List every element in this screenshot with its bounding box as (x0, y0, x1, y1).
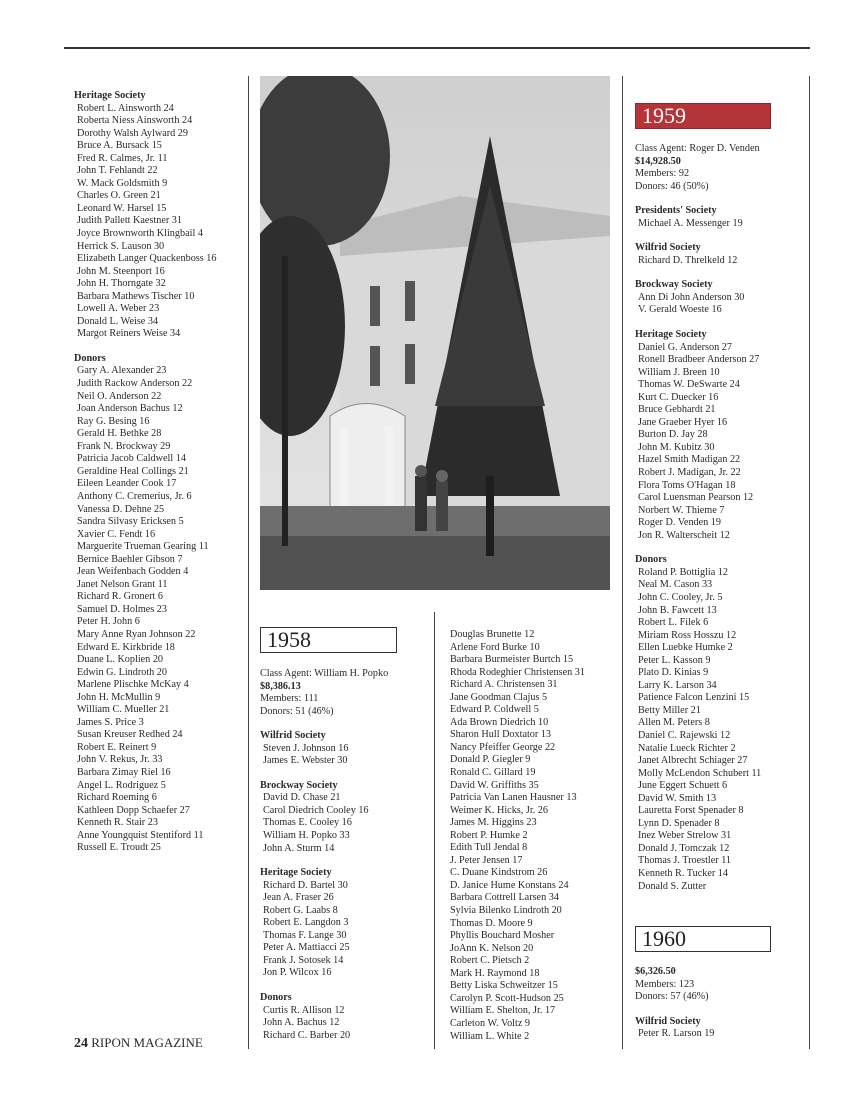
donor-name: Thomas E. Cooley 16 (263, 817, 352, 829)
class-agent: Class Agent: William H. Popko (260, 668, 389, 679)
donor-name: Susan Kreuser Redhed 24 (77, 729, 183, 741)
donor-name: Sharon Hull Doxtator 13 (450, 729, 552, 741)
donor-name: Larry K. Larson 34 (638, 679, 717, 691)
donor-name: J. Peter Jensen 17 (450, 854, 523, 866)
class-total: $6,326.50 (635, 966, 676, 977)
donor-name: John H. McMullin 9 (77, 691, 161, 703)
donor-name: Jean A. Fraser 26 (263, 892, 334, 904)
column-divider-4 (809, 76, 810, 1049)
donor-name: James M. Higgins 23 (450, 817, 537, 829)
donor-name: Gerald H. Bethke 28 (77, 428, 162, 440)
donor-name: Janet Albrecht Schiager 27 (638, 755, 748, 767)
donor-name: Thomas D. Moore 9 (450, 917, 533, 929)
donor-name: Jon R. Walterscheit 12 (638, 529, 730, 541)
donor-name: William L. White 2 (450, 1030, 530, 1042)
column-1959 (635, 143, 761, 893)
donor-name: Fred R. Calmes, Jr. 11 (77, 152, 168, 164)
donor-name: Anne Youngquist Stentiford 11 (77, 829, 204, 841)
donor-name: Robert E. Langdon 3 (263, 917, 349, 929)
donor-name: Marguerite Trueman Gearing 11 (77, 541, 209, 553)
donor-name: Burton D. Jay 28 (638, 429, 708, 441)
donors-count: Donors: 46 (50%) (635, 180, 709, 192)
donor-name: V. Gerald Woeste 16 (638, 304, 722, 316)
column-divider-1 (248, 76, 249, 1049)
donor-name: Charles O. Green 21 (77, 190, 161, 202)
donor-name: John C. Cooley, Jr. 5 (638, 591, 723, 603)
donor-name: Betty Liska Schweitzer 15 (450, 980, 558, 992)
section-heading: Presidents' Society (635, 205, 717, 217)
donor-name: Patricia Van Lanen Hausner 13 (450, 792, 577, 804)
section-heading: Donors (74, 352, 106, 364)
donor-name: W. Mack Goldsmith 9 (77, 177, 168, 189)
magazine-name: RIPON MAGAZINE (91, 1035, 203, 1050)
section-heading: Donors (260, 992, 292, 1004)
donor-name: Ronald C. Gillard 19 (450, 767, 536, 779)
donor-name: Sylvia Bilenko Lindroth 20 (450, 905, 562, 917)
donor-name: Natalie Lueck Richter 2 (638, 742, 736, 754)
donor-name: Bruce Gebhardt 21 (638, 404, 716, 416)
column-1960 (635, 966, 714, 1041)
donor-name: Mary Anne Ryan Johnson 22 (77, 628, 196, 640)
donor-name: Jon P. Wilcox 16 (263, 967, 332, 979)
donor-name: William H. Popko 33 (263, 830, 350, 842)
donor-name: Margot Reiners Weise 34 (77, 328, 181, 340)
donor-name: Gary A. Alexander 23 (77, 365, 167, 377)
donor-name: Lynn D. Spenader 8 (638, 817, 720, 829)
section-heading: Wilfrid Society (260, 730, 326, 742)
donor-name: Flora Toms O'Hagan 18 (638, 479, 736, 491)
donor-name: James E. Webster 30 (263, 755, 348, 767)
donor-name: Patricia Jacob Caldwell 14 (77, 453, 186, 465)
donor-name: Douglas Brunette 12 (450, 629, 535, 640)
section-heading: Donors (635, 554, 667, 566)
donor-name: Peter A. Mattiacci 25 (263, 942, 350, 954)
donor-name: Robert L. Ainsworth 24 (77, 102, 174, 114)
donor-name: Robert G. Laabs 8 (263, 904, 338, 916)
donor-name: Ellen Luebke Humke 2 (638, 642, 733, 654)
donor-name: Joan Anderson Bachus 12 (77, 403, 183, 415)
donor-name: Herrick S. Lauson 30 (77, 240, 165, 252)
donor-name: William E. Shelton, Jr. 17 (450, 1005, 556, 1017)
donor-name: Richard Roeming 6 (77, 792, 157, 804)
class-agent: Class Agent: Roger D. Venden (635, 143, 760, 154)
donor-name: Richard D. Threlkeld 12 (638, 254, 738, 266)
donor-name: Kenneth R. Tucker 14 (638, 867, 728, 879)
donor-name: Edward P. Coldwell 5 (450, 704, 539, 716)
donor-name: Jane Graeber Hyer 16 (638, 416, 728, 428)
donor-name: Judith Pallett Kaestner 31 (77, 215, 182, 227)
donor-name: Roland P. Bottiglia 12 (638, 566, 728, 578)
donor-name: Lauretta Forst Spenader 8 (638, 805, 744, 817)
donor-name: C. Duane Kindstrom 26 (450, 867, 548, 879)
donor-name: Lowell A. Weber 23 (77, 303, 160, 315)
donor-name: Weimer K. Hicks, Jr. 26 (450, 804, 548, 816)
section-heading: Brockway Society (635, 279, 713, 291)
donor-name: Marlene Plischke McKay 4 (77, 679, 189, 691)
donor-name: William C. Mueller 21 (77, 704, 170, 716)
donor-name: David W. Smith 13 (638, 792, 717, 804)
donor-name: Barbara Cottrell Larsen 34 (450, 892, 559, 904)
donor-name: Jane Goodman Clajus 5 (450, 691, 548, 703)
donor-name: Vanessa D. Dehne 25 (77, 503, 165, 515)
donor-name: Dorothy Walsh Aylward 29 (77, 127, 188, 139)
donor-name: Nancy Pfeiffer George 22 (450, 741, 556, 753)
donor-name: Elizabeth Langer Quackenboss 16 (77, 253, 217, 265)
donor-name: Robert C. Pietsch 2 (450, 955, 530, 967)
donor-name: Barbara Mathews Tischer 10 (77, 290, 195, 302)
year-1959-heading: 1959 (635, 103, 771, 129)
column-1959-continued (74, 90, 216, 855)
donor-name: Bruce A. Bursack 15 (77, 140, 162, 152)
page-footer (74, 1035, 203, 1052)
section-heading: Wilfrid Society (635, 1015, 701, 1027)
column-divider-2 (434, 612, 435, 1049)
donor-name: Robert E. Reinert 9 (77, 741, 157, 753)
section-heading: Heritage Society (635, 329, 707, 341)
donor-name: Judith Rackow Anderson 22 (77, 378, 193, 390)
column-1958-continued (450, 629, 585, 1043)
donor-name: Richard R. Gronert 6 (77, 591, 164, 603)
donor-name: Roberta Niess Ainsworth 24 (77, 115, 193, 127)
donor-name: Peter H. John 6 (77, 616, 140, 628)
donor-name: Neil O. Anderson 22 (77, 390, 162, 402)
column-1958 (260, 668, 388, 1042)
year-1958-heading: 1958 (260, 627, 397, 653)
donor-name: Donald L. Weise 34 (77, 315, 159, 327)
donor-name: Molly McLendon Schubert 11 (638, 767, 762, 779)
donor-name: Michael A. Messenger 19 (638, 217, 743, 229)
donor-name: Steven J. Johnson 16 (263, 742, 349, 754)
donor-name: Carol Luensman Pearson 12 (638, 492, 754, 504)
donor-name: John A. Sturm 14 (263, 842, 335, 854)
donor-name: Rhoda Rodeghier Christensen 31 (450, 666, 585, 678)
donor-name: Phyllis Bouchard Mosher (450, 930, 555, 942)
donor-name: Edward E. Kirkbride 18 (77, 641, 175, 653)
section-heading: Brockway Society (260, 779, 338, 791)
members-count: Members: 123 (635, 978, 695, 990)
donor-name: Inez Weber Strelow 31 (638, 830, 732, 842)
donor-name: Donald P. Giegler 9 (450, 754, 531, 766)
donor-name: Plato D. Kinias 9 (638, 667, 709, 679)
donor-name: Allen M. Peters 8 (638, 717, 710, 729)
donor-name: John A. Bachus 12 (263, 1017, 340, 1029)
column-divider-3 (622, 76, 623, 1049)
class-total: $14,928.50 (635, 155, 681, 167)
donor-name: Robert L. Filek 6 (638, 617, 709, 629)
section-heading: Heritage Society (74, 90, 146, 101)
page-number: 24 (74, 1036, 88, 1051)
donor-name: Anthony C. Cremerius, Jr. 6 (77, 490, 192, 502)
donor-name: Roger D. Venden 19 (638, 517, 721, 529)
donor-name: Richard D. Bartel 30 (263, 879, 348, 891)
donor-name: D. Janice Hume Konstans 24 (450, 879, 569, 891)
donor-name: Neal M. Cason 33 (638, 579, 713, 591)
donor-name: JoAnn K. Nelson 20 (450, 942, 534, 954)
donor-name: John H. Thorngate 32 (77, 278, 166, 290)
donor-name: Geraldine Heal Collings 21 (77, 465, 189, 477)
donor-name: Kathleen Dopp Schaefer 27 (77, 804, 190, 816)
donor-name: Norbert W. Thieme 7 (638, 504, 725, 516)
donor-name: Kurt C. Duecker 16 (638, 391, 719, 403)
donor-name: Janet Nelson Grant 11 (77, 578, 168, 590)
members-count: Members: 111 (260, 693, 319, 705)
donor-name: William J. Breen 10 (638, 366, 720, 378)
donor-name: Donald J. Tomczak 12 (638, 842, 730, 854)
donor-name: John M. Steenport 16 (77, 265, 165, 277)
donor-name: Joyce Brownworth Klingbail 4 (77, 228, 203, 240)
donor-name: Patience Falcon Lenzini 15 (638, 692, 750, 704)
donor-name: Angel L. Rodriguez 5 (77, 779, 166, 791)
donor-name: Eileen Leander Cook 17 (77, 478, 177, 490)
donor-name: Edith Tull Jendal 8 (450, 842, 528, 854)
donor-name: Peter L. Kasson 9 (638, 654, 711, 666)
donor-name: John B. Fawcett 13 (638, 604, 717, 616)
donor-name: Curtis R. Allison 12 (263, 1004, 345, 1016)
donor-name: Miriam Ross Hosszu 12 (638, 629, 737, 641)
donor-name: Hazel Smith Madigan 22 (638, 454, 741, 466)
donor-name: Samuel D. Holmes 23 (77, 603, 167, 615)
donors-count: Donors: 51 (46%) (260, 705, 334, 717)
donor-name: Richard C. Barber 20 (263, 1029, 351, 1041)
donor-name: Russell E. Troudt 25 (77, 842, 161, 854)
donor-name: Robert P. Humke 2 (450, 829, 528, 841)
donor-name: Peter R. Larson 19 (638, 1028, 715, 1040)
donor-name: Barbara Zimay Riel 16 (77, 766, 171, 778)
donor-name: Xavier C. Fendt 16 (77, 528, 156, 540)
donor-name: John M. Kubitz 30 (638, 441, 715, 453)
donor-name: Leonard W. Harsel 15 (77, 202, 167, 214)
top-rule (64, 47, 810, 49)
donor-name: Ronell Bradbeer Anderson 27 (638, 354, 760, 366)
donor-name: Frank N. Brockway 29 (77, 440, 171, 452)
donor-name: Ann Di John Anderson 30 (638, 291, 745, 303)
year-1960-heading: 1960 (635, 926, 771, 952)
donor-name: Ada Brown Diedrich 10 (450, 716, 549, 728)
donor-name: Carleton W. Voltz 9 (450, 1017, 530, 1029)
donor-name: Betty Miller 21 (638, 704, 701, 716)
donor-name: Richard A. Christensen 31 (450, 679, 558, 691)
class-total: $8,386.13 (260, 680, 301, 692)
donor-name: Bernice Baehler Gibson 7 (77, 553, 183, 565)
donor-name: Sandra Silvasy Ericksen 5 (77, 516, 184, 528)
donor-name: Thomas F. Lange 30 (263, 929, 347, 941)
donor-name: David W. Griffiths 35 (450, 779, 539, 791)
donors-count: Donors: 57 (46%) (635, 991, 709, 1003)
donor-name: Kenneth R. Stair 23 (77, 817, 158, 829)
donor-name: Duane L. Koplien 20 (77, 654, 164, 666)
donor-name: Ray G. Besing 16 (77, 415, 150, 427)
donor-name: Frank J. Sotosek 14 (263, 954, 344, 966)
donor-name: James S. Price 3 (77, 716, 144, 728)
donor-name: Mark H. Raymond 18 (450, 967, 540, 979)
donor-name: John T. Fehlandt 22 (77, 165, 158, 177)
donor-name: Thomas J. Troestler 11 (638, 855, 732, 867)
donor-name: Arlene Ford Burke 10 (450, 641, 540, 653)
donor-name: Carol Diedrich Cooley 16 (263, 804, 369, 816)
donor-name: Jean Weifenbach Godden 4 (77, 566, 189, 578)
donor-name: Carolyn P. Scott-Hudson 25 (450, 992, 564, 1004)
donor-name: Barbara Burmeister Burtch 15 (450, 654, 574, 666)
donor-name: John V. Rekus, Jr. 33 (77, 754, 163, 766)
section-heading: Wilfrid Society (635, 242, 701, 254)
members-count: Members: 92 (635, 168, 690, 180)
donor-name: Daniel C. Rajewski 12 (638, 729, 731, 741)
donor-name: June Eggert Schuett 6 (638, 780, 728, 792)
donor-name: Thomas W. DeSwarte 24 (638, 379, 740, 391)
section-heading: Heritage Society (260, 867, 332, 879)
donor-name: Daniel G. Anderson 27 (638, 341, 732, 353)
campus-photo (260, 76, 610, 590)
donor-name: Donald S. Zutter (638, 880, 707, 892)
donor-name: David D. Chase 21 (263, 792, 341, 804)
donor-name: Edwin G. Lindroth 20 (77, 666, 167, 678)
donor-name: Robert J. Madigan, Jr. 22 (638, 467, 741, 479)
